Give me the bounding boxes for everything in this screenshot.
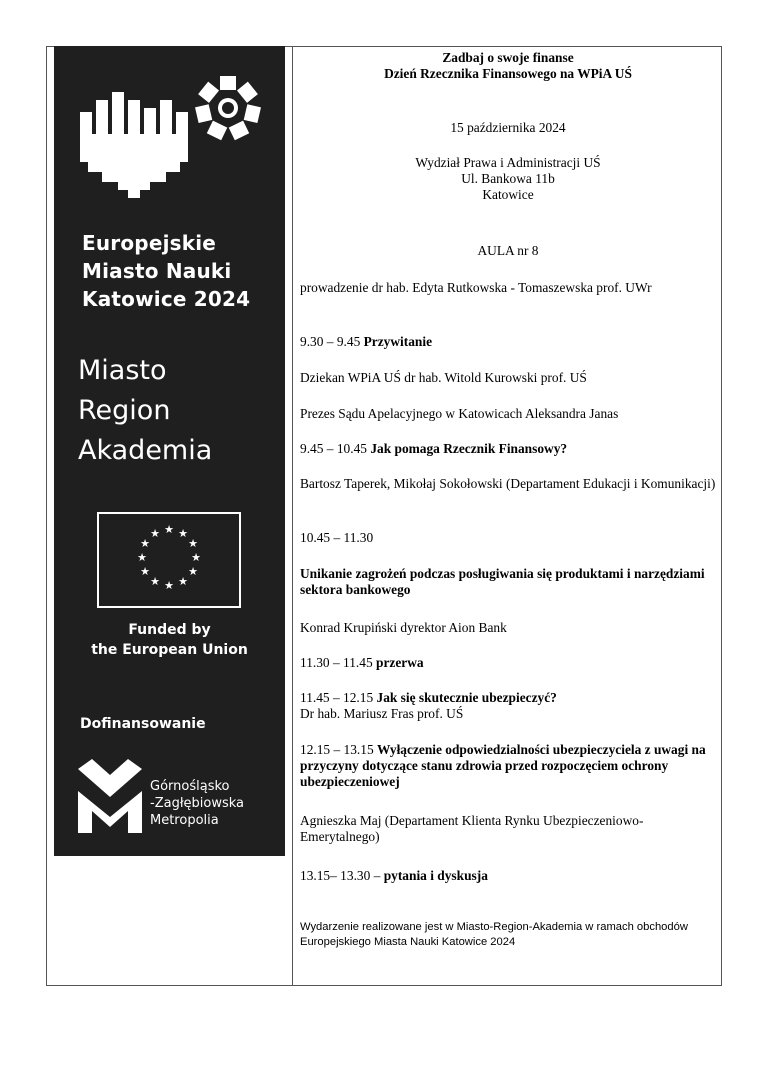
cofinancing-label: Dofinansowanie xyxy=(80,716,206,732)
banner-title-line: Katowice 2024 xyxy=(82,287,251,311)
metropolis-line: Metropolia xyxy=(150,813,219,828)
banner-title-line: Miasto Nauki xyxy=(82,259,232,283)
session-title: Przywitanie xyxy=(363,334,433,349)
svg-text:★: ★ xyxy=(150,527,160,540)
eu-funded-label xyxy=(54,620,285,660)
speaker: Agnieszka Maj (Departament Klienta Rynku Ubezpieczeniowo-Emerytalnego) xyxy=(300,813,644,844)
svg-text:★: ★ xyxy=(140,537,150,550)
session-title: Jak się skutecznie ubezpieczyć? xyxy=(376,690,557,705)
moderator: prowadzenie dr hab. Edyta Rutkowska - Tomaszewska prof. UWr xyxy=(300,280,652,295)
svg-text:★: ★ xyxy=(188,565,198,578)
event-date: 15 października 2024 xyxy=(450,120,566,135)
session-6 xyxy=(300,742,716,790)
svg-text:★: ★ xyxy=(164,523,174,536)
speaker: Prezes Sądu Apelacyjnego w Katowicach Aleksandra Janas xyxy=(300,406,619,421)
svg-text:★: ★ xyxy=(178,575,188,588)
slogan-line: Region xyxy=(78,395,171,426)
event-title: Zadbaj o swoje finanse xyxy=(442,50,574,65)
venue-line: Katowice xyxy=(482,187,534,202)
session-time: 9.45 – 10.45 xyxy=(300,441,371,456)
column-divider xyxy=(292,46,293,986)
session-3-time: 10.45 – 11.30 xyxy=(300,530,374,545)
session-time: 11.45 – 12.15 xyxy=(300,690,377,705)
venue-line: Ul. Bankowa 11b xyxy=(461,171,555,186)
svg-text:★: ★ xyxy=(137,551,147,564)
session-time: 11.30 – 11.45 xyxy=(300,655,377,670)
banner-title xyxy=(82,229,250,313)
svg-text:★: ★ xyxy=(150,575,160,588)
session-1 xyxy=(300,334,716,350)
metropolis-line: Górnośląsko xyxy=(150,779,230,794)
banner-slogan xyxy=(78,351,212,471)
session-4 xyxy=(300,655,716,671)
eu-funded-line: Funded by xyxy=(128,622,211,638)
session-title: Wyłączenie odpowiedzialności ubezpieczyciela z uwagi na przyczyny dotyczące stanu zdrowia przed rozpoczęciem ochrony ubezpieczeniowej xyxy=(300,742,706,789)
session-time: 12.15 – 13.15 xyxy=(300,742,377,757)
footer-note: Wydarzenie realizowane jest w Miasto-Region-Akademia w ramach obchodów Europejskiego Miasta Nauki Katowice 2024 xyxy=(300,921,688,948)
room-label: AULA nr 8 xyxy=(477,243,539,258)
session-5 xyxy=(300,690,716,706)
svg-text:★: ★ xyxy=(164,579,174,592)
session-3-title: Unikanie zagrożeń podczas posługiwania się produktami i narzędziami sektora bankowego xyxy=(300,566,705,597)
slogan-line: Akademia xyxy=(78,435,213,466)
session-time: 9.30 – 9.45 xyxy=(300,334,364,349)
emn-logo-icon xyxy=(80,74,270,199)
session-time: 13.15– 13.30 – xyxy=(300,868,384,883)
svg-text:★: ★ xyxy=(178,527,188,540)
left-banner xyxy=(54,46,285,856)
session-title: pytania i dyskusja xyxy=(383,868,488,883)
speaker: Konrad Krupiński dyrektor Aion Bank xyxy=(300,620,507,635)
session-title: przerwa xyxy=(376,655,424,670)
session-7 xyxy=(300,868,716,884)
venue-line: Wydział Prawa i Administracji UŚ xyxy=(415,155,601,170)
event-subtitle: Dzień Rzecznika Finansowego na WPiA UŚ xyxy=(384,66,632,81)
eu-flag-icon xyxy=(97,512,241,608)
metropolis-logo-icon xyxy=(78,759,142,837)
speaker: Dr hab. Mariusz Fras prof. UŚ xyxy=(300,706,464,721)
speaker: Dziekan WPiA UŚ dr hab. Witold Kurowski prof. UŚ xyxy=(300,370,587,385)
banner-title-line: Europejskie xyxy=(82,231,217,255)
session-2 xyxy=(300,441,716,457)
speaker: Bartosz Taperek, Mikołaj Sokołowski (Departament Edukacji i Komunikacji) xyxy=(300,476,716,491)
slogan-line: Miasto xyxy=(78,355,167,386)
metropolis-line: -Zagłębiowska xyxy=(150,796,244,811)
svg-text:★: ★ xyxy=(140,565,150,578)
metropolis-label xyxy=(150,778,244,829)
session-title: Jak pomaga Rzecznik Finansowy? xyxy=(370,441,568,456)
svg-text:★: ★ xyxy=(188,537,198,550)
eu-funded-line: the European Union xyxy=(91,642,248,658)
svg-text:★: ★ xyxy=(191,551,201,564)
